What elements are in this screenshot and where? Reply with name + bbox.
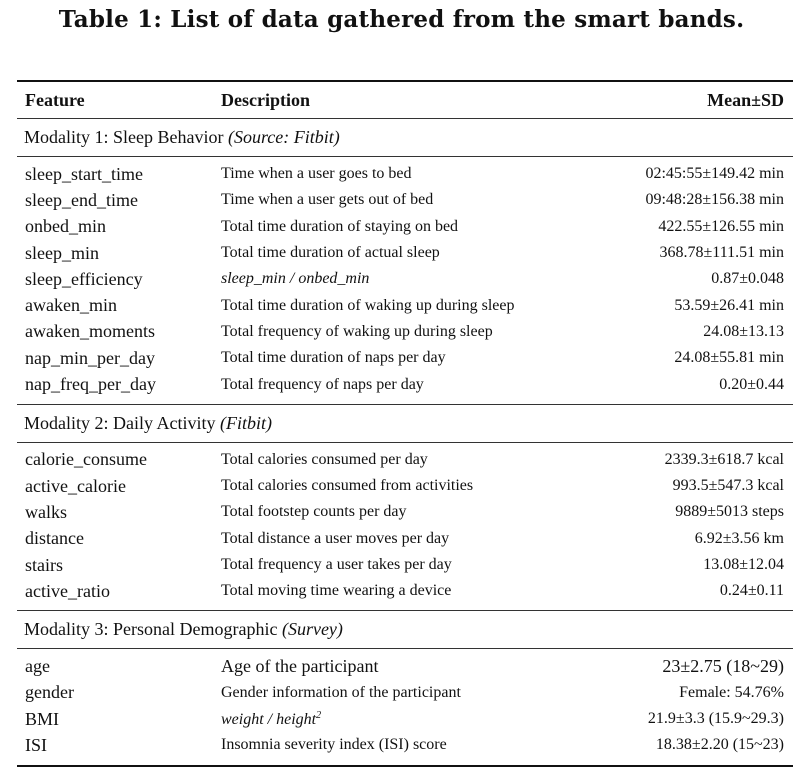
- table-row: sleep_efficiency sleep_min / onbed_min 0.87±0.048: [25, 268, 784, 289]
- table-row: sleep_min Total time duration of actual sleep 368.78±111.51 min: [25, 242, 784, 263]
- table-row: ISI Insomnia severity index (ISI) score 18.38±2.20 (15~23): [25, 734, 784, 755]
- table-row: awaken_moments Total frequency of waking up during sleep 24.08±13.13: [25, 321, 784, 342]
- section-source: (Source: Fitbit): [227, 127, 340, 147]
- table-header: [17, 82, 793, 118]
- section-source: (Survey): [281, 619, 343, 640]
- table-row: age Age of the participant 23±2.75 (18~29): [25, 656, 784, 677]
- table-caption: Table 1: List of data gathered from the smart bands.: [58, 6, 745, 33]
- section-label: Modality 3: Personal Demographic: [24, 619, 278, 640]
- section-label: Modality 2: Daily Activity: [24, 412, 216, 433]
- table-row: active_calorie Total calories consumed from activities 993.5±547.3 kcal: [25, 475, 784, 496]
- table-row: walks Total footstep counts per day 9889±5013 steps: [25, 501, 784, 522]
- table-row: nap_freq_per_day Total frequency of naps per day 0.20±0.44: [25, 374, 784, 395]
- section-personal-demographic: [17, 611, 793, 648]
- header-description: Description: [221, 89, 310, 110]
- table-row: stairs Total frequency a user takes per day 13.08±12.04: [25, 554, 784, 575]
- table-row: onbed_min Total time duration of staying on bed 422.55±126.55 min: [25, 216, 784, 237]
- header-feature: Feature: [25, 89, 85, 110]
- data-table: [17, 80, 793, 767]
- table-row: sleep_end_time Time when a user gets out of bed 09:48:28±156.38 min: [25, 189, 784, 210]
- table-row: calorie_consume Total calories consumed per day 2339.3±618.7 kcal: [25, 449, 784, 470]
- bottom-rule: [17, 765, 793, 767]
- table-row: nap_min_per_day Total time duration of naps per day 24.08±55.81 min: [25, 347, 784, 368]
- table-row: distance Total distance a user moves per day 6.92±3.56 km: [25, 528, 784, 549]
- table-row: BMI weight / height$^2$ 21.9±3.3 (15.9~29.3): [25, 708, 784, 729]
- table-row: gender Gender information of the participant Female: 54.76%: [25, 682, 784, 703]
- section-label: Modality 1: Sleep Behavior: [24, 127, 224, 147]
- section-sleep-behavior: [17, 119, 793, 156]
- section-daily-activity: [17, 405, 793, 442]
- table-row: awaken_min Total time duration of waking up during sleep 53.59±26.41 min: [25, 295, 784, 316]
- section-source: (Fitbit): [220, 412, 272, 433]
- table-row: sleep_start_time Time when a user goes to bed 02:45:55±149.42 min: [25, 163, 784, 184]
- header-mean-sd: Mean±SD: [707, 89, 784, 110]
- table-row: active_ratio Total moving time wearing a device 0.24±0.11: [25, 580, 784, 601]
